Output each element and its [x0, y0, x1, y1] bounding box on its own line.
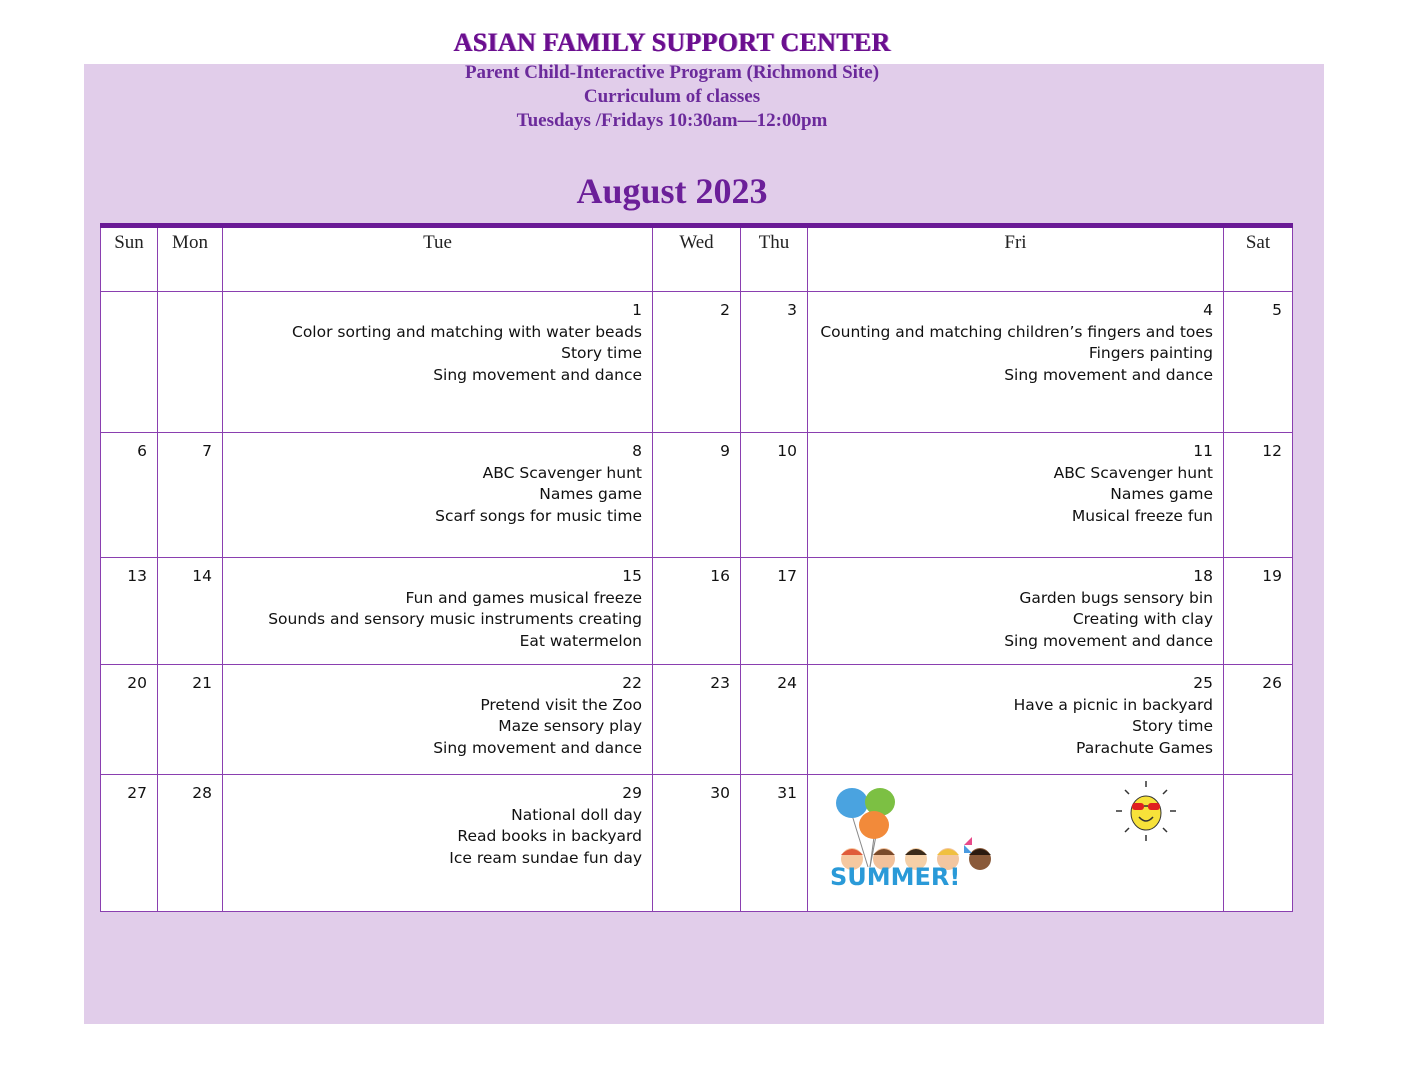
day-number: 21 [192, 674, 212, 692]
day-cell-tuesday [223, 665, 653, 775]
day-number: 24 [777, 674, 797, 692]
activity-item: Scarf songs for music time [435, 506, 642, 525]
day-cell-friday [808, 433, 1224, 558]
activity-item: ABC Scavenger hunt [1053, 463, 1213, 482]
day-cell [741, 433, 808, 558]
activity-item: Counting and matching children’s fingers and toes [820, 322, 1213, 341]
day-number: 4 [1203, 301, 1213, 319]
day-number: 11 [1193, 442, 1213, 460]
day-cell [158, 665, 223, 775]
day-number: 3 [787, 301, 797, 319]
day-cell [101, 292, 158, 433]
day-number: 6 [137, 442, 147, 460]
activity-item: Color sorting and matching with water beads [292, 322, 642, 341]
summer-clipart-icon [808, 775, 1224, 909]
activity-item: Story time [1132, 717, 1213, 735]
day-cell [158, 775, 223, 912]
day-number: 27 [127, 784, 147, 802]
summer-clipart [808, 775, 1223, 905]
activity-item: Sing movement and dance [1004, 631, 1213, 650]
activity-item: Maze sensory play [498, 717, 642, 735]
activity-item: Fun and games musical freeze [405, 588, 642, 607]
weekday-header: Thu [741, 226, 808, 292]
day-cell [1224, 433, 1293, 558]
activity-item: Creating with clay [1072, 610, 1213, 628]
schedule-text: Tuesdays /Fridays 10:30am—12:00pm [516, 110, 828, 131]
day-number: 14 [192, 567, 212, 585]
day-number: 9 [720, 442, 730, 460]
day-number: 30 [710, 784, 730, 802]
org-title: ASIAN FAMILY SUPPORT CENTER [453, 28, 891, 57]
weekday-header: Tue [223, 226, 653, 292]
day-number: 28 [192, 784, 212, 802]
day-number: 23 [710, 674, 730, 692]
activity-item: Have a picnic in backyard [1013, 695, 1213, 714]
day-cell [653, 292, 741, 433]
day-cell [653, 433, 741, 558]
calendar-table [100, 223, 1293, 912]
day-cell [101, 665, 158, 775]
day-cell [653, 558, 741, 665]
day-cell [1224, 665, 1293, 775]
activity-item: Eat watermelon [519, 631, 642, 650]
day-cell [158, 433, 223, 558]
activity-item: Read books in backyard [457, 827, 642, 845]
day-cell [1224, 558, 1293, 665]
activity-item: Names game [1110, 485, 1213, 503]
activity-item: Musical freeze fun [1071, 506, 1213, 525]
week-row [101, 665, 1293, 775]
day-cell [653, 665, 741, 775]
day-cell-friday [808, 665, 1224, 775]
day-cell-friday [808, 775, 1224, 912]
day-number: 20 [127, 674, 147, 692]
day-number: 26 [1262, 674, 1282, 692]
curriculum-title: Curriculum of classes [583, 86, 761, 107]
day-number: 12 [1262, 442, 1282, 460]
program-title: Parent Child-Interactive Program (Richmond Site) [464, 62, 880, 83]
day-cell-friday [808, 558, 1224, 665]
day-number: 17 [777, 567, 797, 585]
day-cell [158, 558, 223, 665]
month-title: August 2023 [576, 171, 768, 211]
day-number: 8 [632, 442, 642, 460]
weekday-header: Wed [653, 226, 741, 292]
weekday-header-row [101, 226, 1293, 292]
day-number: 2 [720, 301, 730, 319]
day-cell [741, 775, 808, 912]
day-cell [741, 558, 808, 665]
weekday-header: Sat [1224, 226, 1293, 292]
activity-item: Fingers painting [1088, 344, 1213, 362]
day-cell [101, 558, 158, 665]
week-row [101, 292, 1293, 433]
day-cell-tuesday [223, 292, 653, 433]
summer-word: SUMMER! [830, 863, 961, 891]
weekday-header: Fri [808, 226, 1224, 292]
activity-item: Parachute Games [1076, 738, 1213, 757]
day-number: 18 [1193, 567, 1213, 585]
day-number: 5 [1272, 301, 1282, 319]
day-number: 1 [632, 301, 642, 319]
day-number: 15 [622, 567, 642, 585]
activity-item: Pretend visit the Zoo [480, 695, 642, 714]
day-number: 22 [622, 674, 642, 692]
day-number: 29 [622, 784, 642, 802]
activity-item: Sounds and sensory music instruments creating [268, 610, 642, 628]
activity-item: Sing movement and dance [433, 365, 642, 384]
day-cell-tuesday [223, 775, 653, 912]
activity-item: Garden bugs sensory bin [1019, 588, 1213, 607]
day-cell [101, 775, 158, 912]
weekday-header: Sun [101, 226, 158, 292]
day-cell [101, 433, 158, 558]
day-number: 7 [202, 442, 212, 460]
day-number: 19 [1262, 567, 1282, 585]
day-cell [1224, 775, 1293, 912]
activity-item: Sing movement and dance [1004, 365, 1213, 384]
day-cell [1224, 292, 1293, 433]
activity-item: Sing movement and dance [433, 738, 642, 757]
day-number: 25 [1193, 674, 1213, 692]
day-number: 31 [777, 784, 797, 802]
day-cell-tuesday [223, 558, 653, 665]
activity-item: Names game [539, 485, 642, 503]
day-cell-tuesday [223, 433, 653, 558]
activity-item: National doll day [511, 805, 642, 824]
day-number: 16 [710, 567, 730, 585]
day-number: 10 [777, 442, 797, 460]
week-row [101, 433, 1293, 558]
activity-item: Ice ream sundae fun day [449, 848, 642, 867]
activity-item: ABC Scavenger hunt [482, 463, 642, 482]
week-row [101, 558, 1293, 665]
day-number: 13 [127, 567, 147, 585]
day-cell-friday [808, 292, 1224, 433]
day-cell [741, 665, 808, 775]
day-cell [741, 292, 808, 433]
day-cell [653, 775, 741, 912]
day-cell [158, 292, 223, 433]
weekday-header: Mon [158, 226, 223, 292]
activity-item: Story time [561, 344, 642, 362]
week-row [101, 775, 1293, 912]
